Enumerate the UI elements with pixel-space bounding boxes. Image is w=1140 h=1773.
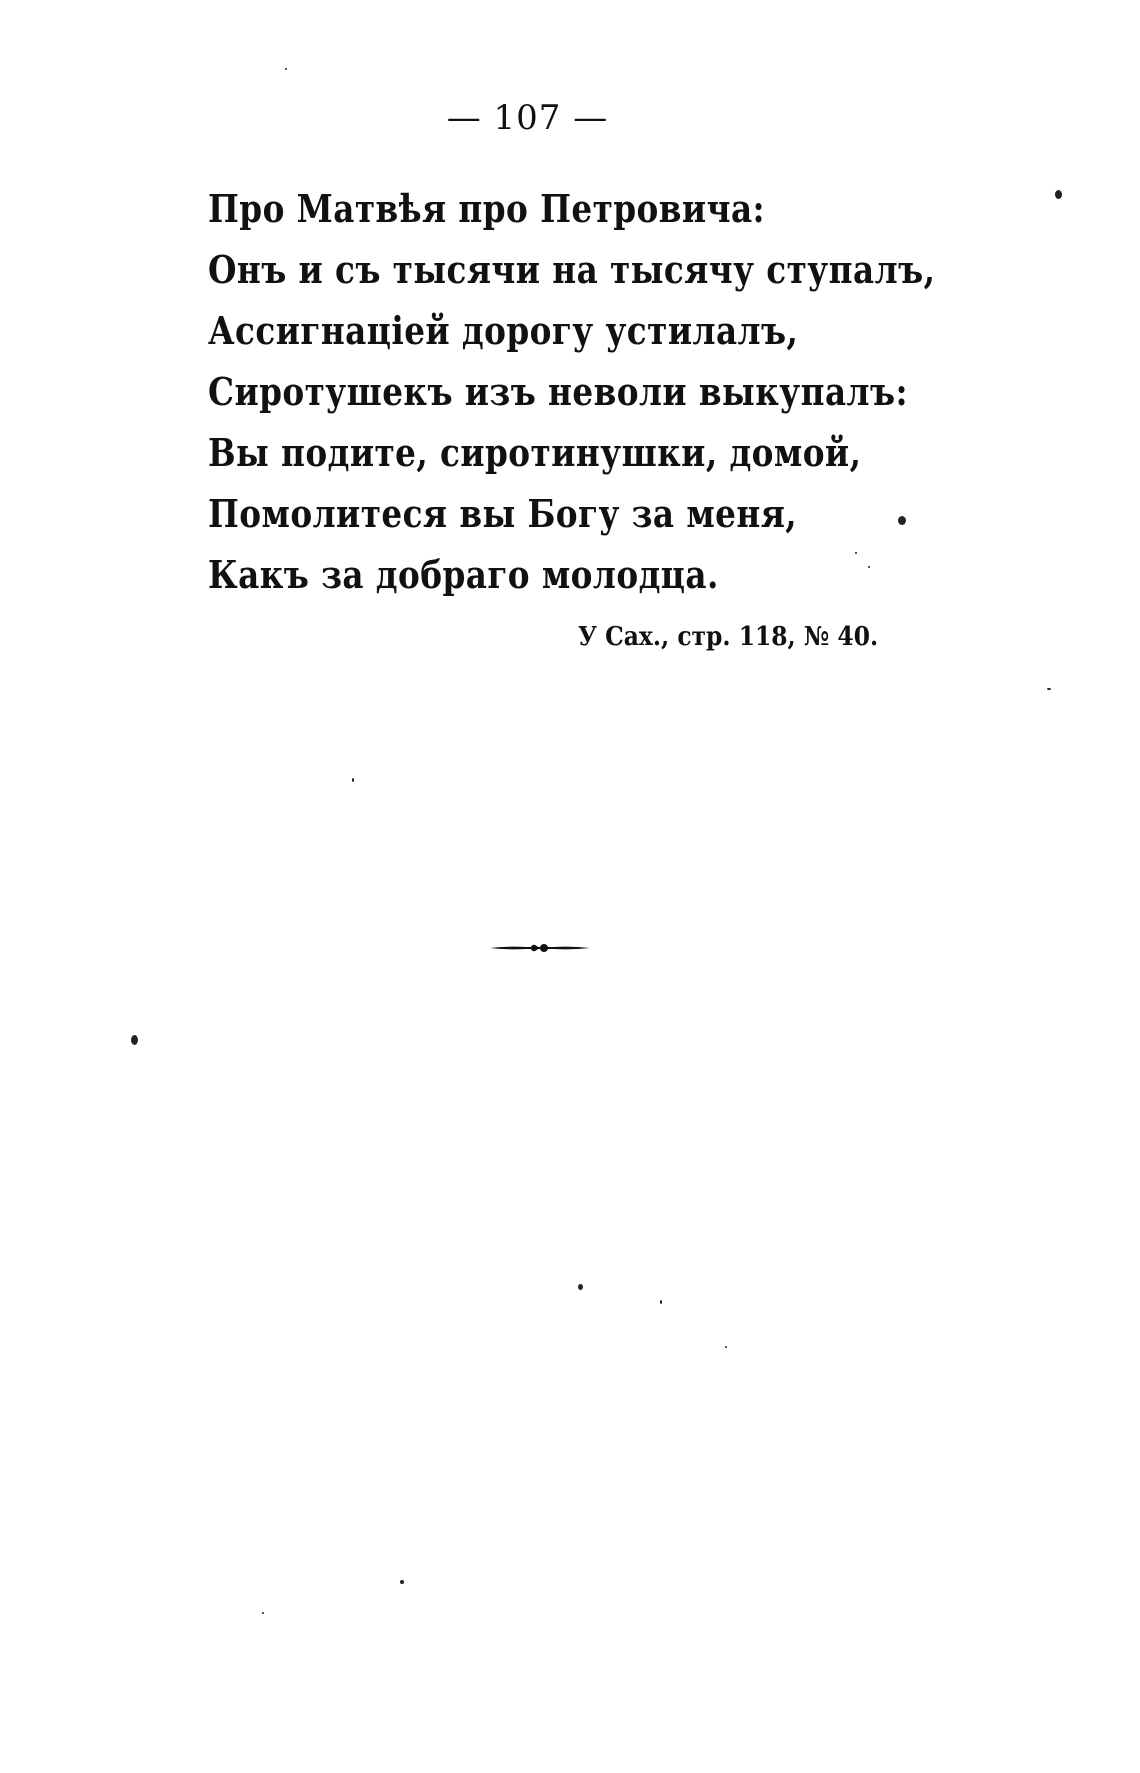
scan-speck xyxy=(725,1346,727,1348)
scan-speck xyxy=(1047,688,1051,690)
verse-line: Онъ и съ тысячи на тысячу ступалъ, xyxy=(208,247,936,292)
scan-speck xyxy=(578,1284,583,1290)
verse-line: Вы подите, сиротинушки, домой, xyxy=(208,430,862,475)
scan-speck xyxy=(285,68,287,70)
verse-line: Про Матвѣя про Петровича: xyxy=(208,186,766,231)
scan-speck xyxy=(400,1580,404,1584)
verse-block xyxy=(208,178,1054,605)
end-ornament-icon xyxy=(488,938,592,958)
verse-line: Сиротушекъ изъ неволи выкупалъ: xyxy=(208,369,909,414)
scan-speck xyxy=(660,1300,662,1304)
source-reference: У Сах., стр. 118, № 40. xyxy=(578,622,879,652)
scan-speck xyxy=(868,566,870,568)
verse-line: Какъ за добраго молодца. xyxy=(208,552,719,597)
verse-line: Помолитеся вы Богу за меня, xyxy=(208,491,798,536)
page-number: — 107 — xyxy=(446,98,609,138)
scan-speck xyxy=(131,1035,138,1045)
scan-speck xyxy=(1055,190,1062,199)
verse-line: Ассигнаціей дорогу устилалъ, xyxy=(208,308,799,353)
scan-speck xyxy=(898,516,906,525)
scan-speck xyxy=(855,552,857,554)
scan-speck xyxy=(262,1612,264,1614)
scan-speck xyxy=(352,778,354,782)
